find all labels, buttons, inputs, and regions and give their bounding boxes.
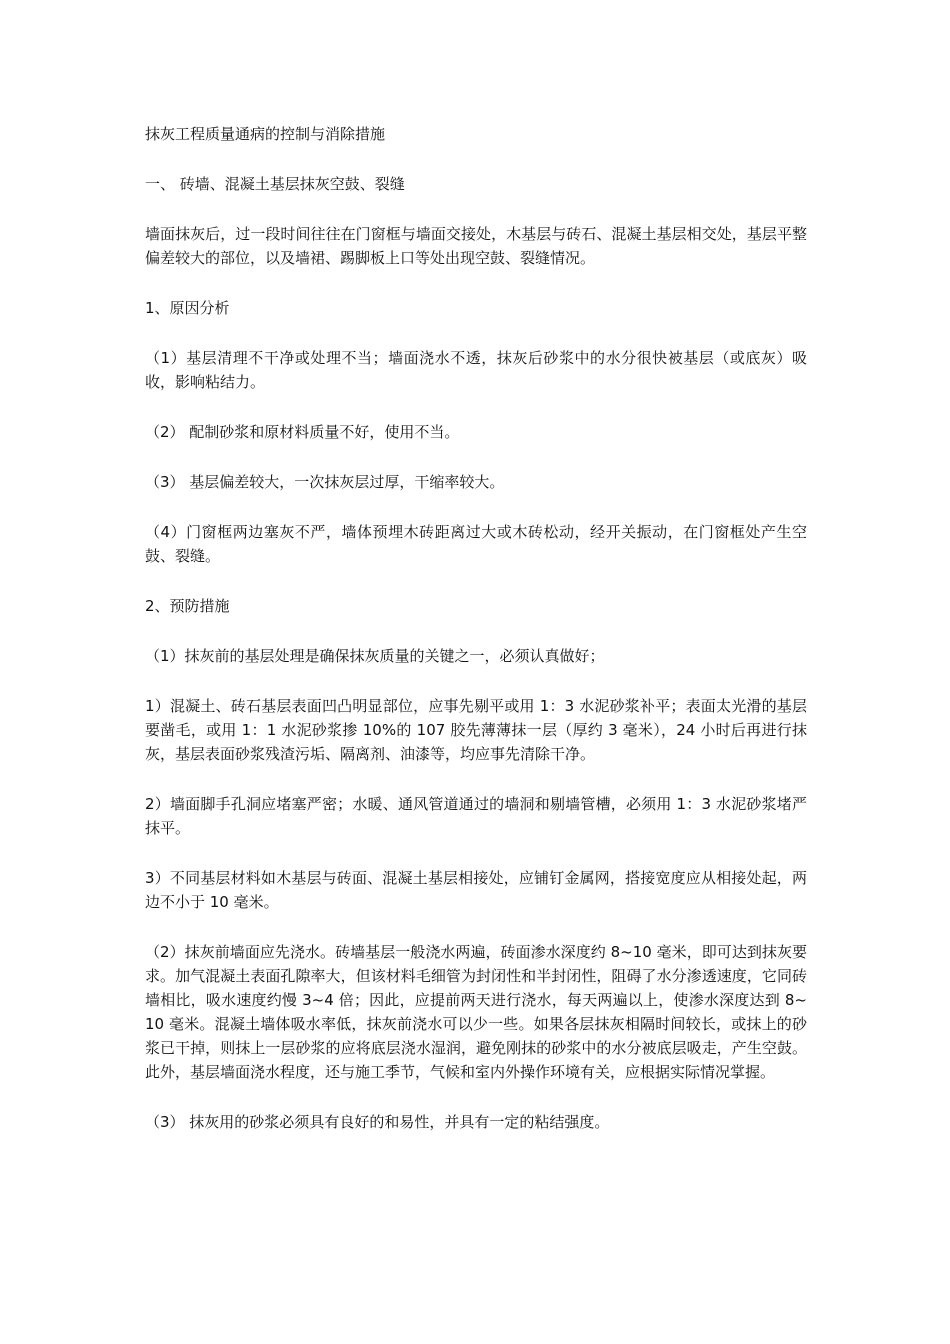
paragraph-cause-1: （1）基层清理不干净或处理不当；墙面浇水不透，抹灰后砂浆中的水分很快被基层（或底灰）吸收，影响粘结力。 xyxy=(145,349,807,391)
paragraph-cause-2: （2） 配制砂浆和原材料质量不好，使用不当。 xyxy=(145,423,460,441)
paragraph-prevention-1: （1）抹灰前的基层处理是确保抹灰质量的关键之一，必须认真做好； xyxy=(145,647,605,665)
paragraph-prevention-1-item-1: 1）混凝土、砖石基层表面凹凸明显部位，应事先剔平或用 1：3 水泥砂浆补平；表面太光滑的基层要凿毛，或用 1：1 水泥砂浆掺 10%的 107 胶先薄薄抹一层（厚约 3 毫米），24 小时后再进行抹灰，基层表面砂浆残渣污垢、隔离剂、油漆等，均应事先清除干净。 xyxy=(145,697,807,763)
paragraph-prevention-1-item-2: 2）墙面脚手孔洞应堵塞严密；水暖、通风管道通过的墙洞和剔墙管槽，必须用 1：3 水泥砂浆堵严抹平。 xyxy=(145,795,807,837)
paragraph-prevention-3: （3） 抹灰用的砂浆必须具有良好的和易性，并具有一定的粘结强度。 xyxy=(145,1113,610,1131)
document-body xyxy=(145,122,807,1160)
subheading-prevention: 2、预防措施 xyxy=(145,597,230,615)
paragraph-cause-4: （4）门窗框两边塞灰不严，墙体预埋木砖距离过大或木砖松动，经开关振动，在门窗框处产生空鼓、裂缝。 xyxy=(145,523,807,565)
paragraph-prevention-2: （2）抹灰前墙面应先浇水。砖墙基层一般浇水两遍，砖面渗水深度约 8~10 毫米，即可达到抹灰要求。加气混凝土表面孔隙率大，但该材料毛细管为封闭性和半封闭性，阻碍了水分渗透速度，它同砖墙相比，吸水速度约慢 3~4 倍；因此，应提前两天进行浇水，每天两遍以上，使渗水深度达到 8~10 毫米。混凝土墙体吸水率低，抹灰前浇水可以少一些。如果各层抹灰相隔时间较长，或抹上的砂浆已干掉，则抹上一层砂浆的应将底层浇水湿润，避免刚抹的砂浆中的水分被底层吸走，产生空鼓。此外，基层墙面浇水程度，还与施工季节，气候和室内外操作环境有关，应根据实际情况掌握。 xyxy=(145,943,807,1081)
paragraph-prevention-1-item-3: 3）不同基层材料如木基层与砖面、混凝土基层相接处，应铺钉金属网，搭接宽度应从相接处起，两边不小于 10 毫米。 xyxy=(145,869,807,911)
subheading-cause-analysis: 1、原因分析 xyxy=(145,299,230,317)
document-title: 抹灰工程质量通病的控制与消除措施 xyxy=(145,125,386,143)
paragraph-intro: 墙面抹灰后，过一段时间往往在门窗框与墙面交接处，木基层与砖石、混凝土基层相交处，基层平整偏差较大的部位，以及墙裙、踢脚板上口等处出现空鼓、裂缝情况。 xyxy=(145,225,807,267)
paragraph-cause-3: （3） 基层偏差较大，一次抹灰层过厚，干缩率较大。 xyxy=(145,473,505,491)
section-heading-1: 一、 砖墙、混凝土基层抹灰空鼓、裂缝 xyxy=(145,175,405,193)
